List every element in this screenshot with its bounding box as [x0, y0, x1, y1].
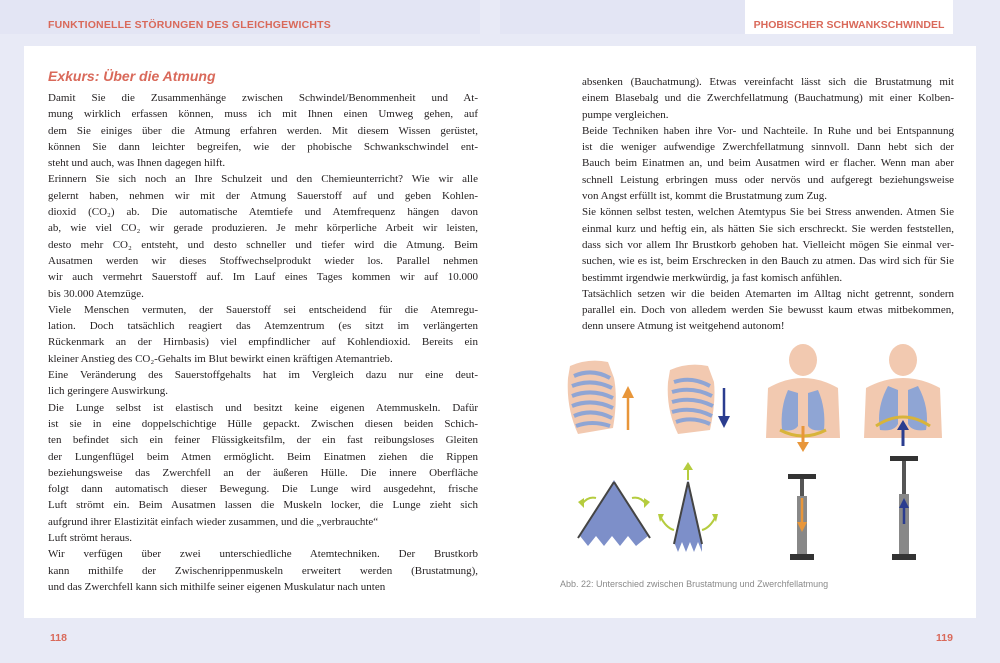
body-text — [48, 90, 478, 595]
rib-cage-icon — [668, 365, 730, 434]
text-line: Damit Sie die Zusammenhänge zwischen Schwindel/Benommenheit und At- — [48, 92, 478, 104]
bellows-icon — [658, 462, 718, 552]
text-line: desto mehr CO₂ entsteht, und desto schneller und tiefer wird die Atmung. Beim — [48, 238, 478, 251]
pump-icon — [890, 456, 918, 560]
text-line: Tatsächlich setzen wir die beiden Atemarten im Alltag nicht getrennt, sondern — [582, 287, 954, 300]
text-line: schnell Leistung erbringen muss oder nervös und aufgeregt beziehungsweise — [582, 173, 954, 186]
text-line: bis 30.000 Atemzüge. — [48, 287, 144, 300]
text-line: lich geringere Auswirkung. — [48, 385, 169, 398]
text-line: Ausatmen werden wir dieses Stoffwechselprodukt wieder los. Parallel nehmen — [48, 254, 478, 267]
text-line: steht und auch, was Ihnen dagegen hilft. — [48, 157, 226, 170]
breathing-figure — [558, 338, 958, 570]
text-line: der Lungenflügel beim Atmen ermöglicht. Beim Einatmen ziehen die Rippen — [48, 450, 478, 463]
text-line: Die Lunge selbst ist elastisch und besitzt keine eigenen Atemmuskeln. Dafür — [48, 401, 478, 414]
page-number: 118 — [50, 632, 67, 644]
text-line: Bauch beim Einatmen an, und beim Ausatmen wird er flacher. Wenn man aber — [582, 157, 954, 170]
text-line: ist sie in eine doppelschichtige Hülle gepackt. Zwischen diesen beiden Schich- — [48, 417, 478, 430]
text-line: Eine Veränderung des Sauerstoffgehalts hat im Vergleich dazu nur eine deut- — [48, 369, 478, 382]
text-line: parallel ein. Doch von alledem werden Sie bewusst kaum etwas mitbekommen, — [582, 304, 954, 317]
section-title: Exkurs: Über die Atmung — [48, 68, 216, 84]
running-header: FUNKTIONELLE STÖRUNGEN DES GLEICHGEWICHTS — [48, 19, 331, 31]
running-header: PHOBISCHER SCHWANKSCHWINDEL — [753, 19, 945, 31]
text-line: einmal kurz und heftig ein, als hätten Sie sich erschreckt. Sie werden feststellen, — [582, 222, 954, 235]
text-line: können Sie dann leichter begreifen, wie der phobische Schwankschwindel ent- — [48, 140, 478, 153]
text-line: lation. Doch tatsächlich reagiert das Atemzentrum (es sitzt im verlängerten — [48, 320, 478, 333]
text-line: kleiner Anstieg des CO₂-Gehalts im Blut bewirkt einen kräftigen Atemantrieb. — [48, 352, 393, 365]
torso-lungs-icon — [766, 344, 840, 452]
text-line: von Angst erfüllt ist, kommt die Brustatmung zum Zug. — [582, 190, 828, 203]
text-line: dem Sie einiges über die Atmung erfahren werden. Mit diesem Wissen gerüstet, — [48, 124, 478, 137]
text-line: Rückenmark an der Hirnbasis) viel empfindlicher auf Kohlendioxid. Bereits ein — [48, 336, 478, 349]
text-line: Luft strömt heraus. — [48, 532, 133, 545]
text-line: aufgrund ihrer Elastizität einfach wieder zusammen, und die „verbrauchte“ — [48, 515, 379, 528]
text-line: ab, wie viel CO₂ wir gerade produzieren. Je mehr körperliche Arbeit wir leisten, — [48, 222, 478, 235]
text-line: ten befindet sich ein feiner Flüssigkeitsfilm, der ein fast reibungsloses Gleiten — [48, 434, 478, 447]
text-line: suchen, wie es ist, beim Erschrecken in den Bauch zu atmen. Das wird sich für Sie — [582, 255, 954, 268]
text-line: Erinnern Sie sich noch an Ihre Schulzeit und den Chemieunterricht? Wie wir alle — [48, 173, 478, 186]
text-line: mung wirklich erfassen können, muss ich mit Ihnen einen Umweg gehen, auf — [48, 108, 478, 121]
text-line: beziehungsweise das Zwerchfell an der äußeren Hülle. Die innere Oberfläche — [48, 466, 478, 479]
text-line: Wir verfügen über zwei unterschiedliche Atemtechniken. Der Brustkorb — [48, 548, 478, 561]
pump-icon — [788, 474, 816, 560]
body-text — [582, 74, 954, 335]
rib-cage-icon — [568, 361, 634, 434]
text-line: Sie können selbst testen, welchen Atemtypus Sie bei Stress anwenden. Atmen Sie — [582, 206, 954, 219]
text-line: folgt dann automatisch dieser Bewegung. Die Lunge wird ausgedehnt, frische — [48, 483, 478, 496]
text-line: denn unsere Atmung ist weitgehend autonom! — [582, 320, 785, 333]
text-line: einem Blasebalg und die Zwerchfellatmung (Bauchatmung) mit einer Kolben- — [582, 92, 954, 105]
text-line: Luft strömt ein. Beim Ausatmen lassen die Muskeln locker, die Lunge zieht sich — [48, 499, 478, 512]
text-line: ist die weniger aufwendige Zwerchfellatmung sinnvoll. Dann hebt sich der — [582, 141, 954, 154]
page-number: 119 — [936, 632, 953, 644]
text-line: dioxid (CO₂) ab. Die automatische Atemtiefe und Atemfrequenz hängen davon — [48, 206, 478, 219]
torso-lungs-icon — [864, 344, 942, 446]
text-line: absenken (Bauchatmung). Etwas vereinfacht lässt sich die Brustatmung mit — [582, 76, 954, 88]
figure-caption: Abb. 22: Unterschied zwischen Brustatmung und Zwerchfellatmung — [560, 579, 829, 589]
text-line: gelernt haben, nehmen wir mit der Atmung Sauerstoff auf und geben Kohlen- — [48, 189, 478, 202]
text-line: wir auch vermehrt Sauerstoff auf. Im Lauf eines Tages kommen wir auf 10.000 — [48, 271, 478, 284]
right-page — [500, 0, 1000, 663]
header-tab — [745, 0, 953, 34]
text-line: Beide Techniken haben ihre Vor- und Nachteile. In Ruhe und bei Entspannung — [582, 124, 954, 137]
header-band — [500, 0, 745, 34]
bellows-icon — [578, 480, 650, 546]
text-line: pumpe vergleichen. — [582, 108, 669, 121]
text-line: bestimmt irgendwie merkwürdig, ja fast komisch anfühlen. — [582, 271, 843, 284]
text-line: und das Zwerchfell kann sich mithilfe seiner eigenen Muskulatur nach unten — [48, 580, 386, 593]
text-line: dass sich vor allem Ihr Brustkorb gehoben hat. Vielleicht mögen Sie einmal ver- — [582, 238, 954, 251]
text-line: Viele Menschen vermuten, der Sauerstoff sei entscheidend für die Atemregu- — [48, 303, 478, 316]
text-line: kann mithilfe der Zwischenrippenmuskeln erweitert werden (Brustatmung), — [48, 564, 478, 577]
